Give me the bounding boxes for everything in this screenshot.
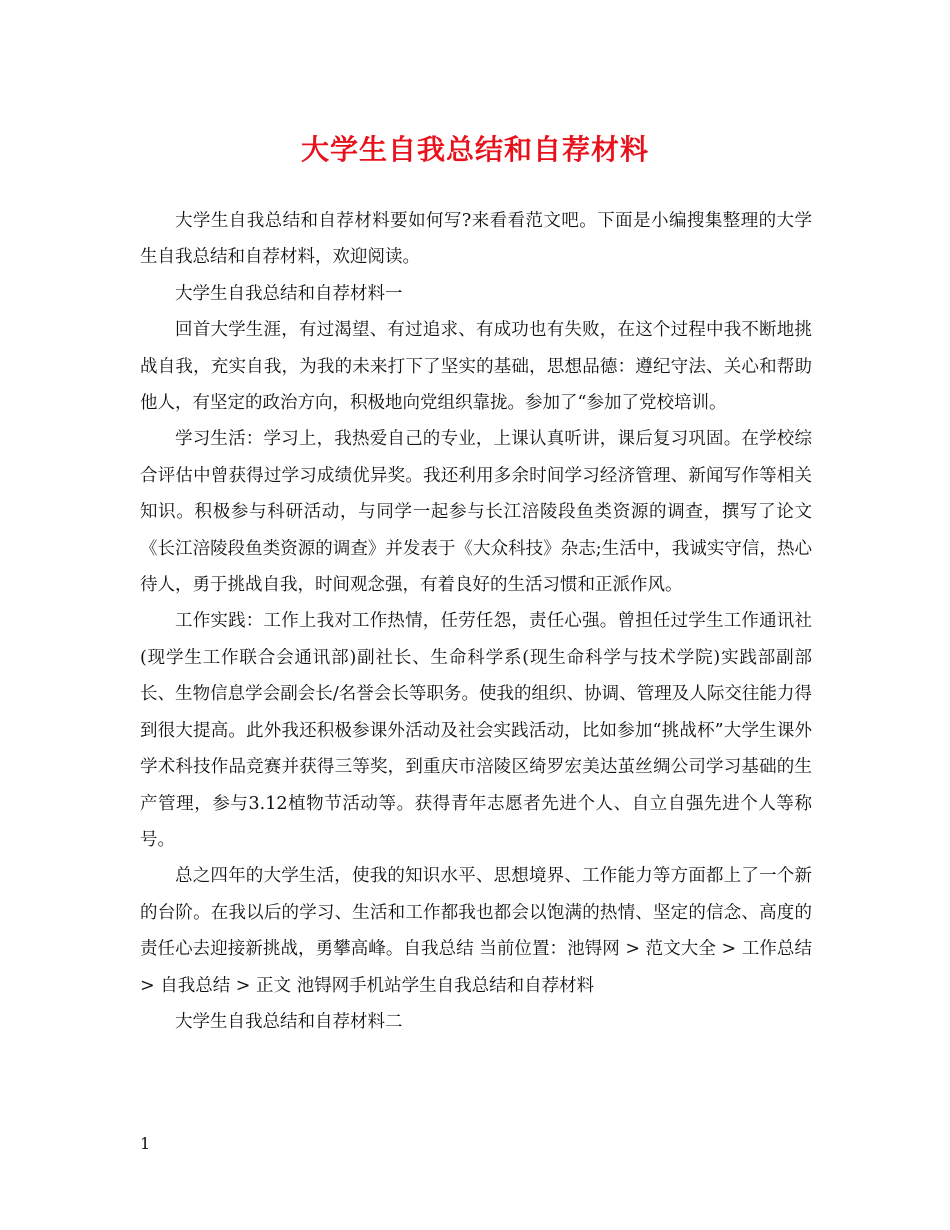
work-practice-paragraph: 工作实践：工作上我对工作热情，任劳任怨，责任心强。曾担任过学生工作通讯社(现学生工作联合会通讯部)副社长、生命科学系(现生命科学与技术学院)实践部副部长、生物信息学会副会长/名誉会长等职务。使我的组织、协调、管理及人际交往能力得到很大提高。此外我还积极参课外活动及社会实践活动，比如参加“挑战杯”大学生课外学术科技作品竞赛并获得三等奖，到重庆市涪陵区绮罗宏美达茧丝绸公司学习基础的生产管理，参与3.12植物节活动等。获得青年志愿者先进个人、自立自强先进个人等称号。 [140, 611, 812, 850]
section-heading-one: 大学生自我总结和自荐材料一 [175, 283, 403, 304]
conclusion-paragraph: 总之四年的大学生活，使我的知识水平、思想境界、工作能力等方面都上了一个新的台阶。在我以后的学习、生活和工作都我也都会以饱满的热情、坚定的信念、高度的责任心去迎接新挑战，勇攀高峰。自我总结 当前位置：池锝网 > 范文大全 > 工作总结 > 自我总结 > 正文 池锝网手机站学生自我总结和自荐材料 [140, 866, 812, 996]
page-number: 1 [140, 1134, 151, 1153]
study-life-paragraph: 学习生活：学习上，我热爱自己的专业，上课认真听讲，课后复习巩固。在学校综合评估中曾获得过学习成绩优异奖。我还利用多余时间学习经济管理、新闻写作等相关知识。积极参与科研活动，与同学一起参与长江涪陵段鱼类资源的调查，撰写了论文《长江涪陵段鱼类资源的调查》并发表于《大众科技》杂志;生活中，我诚实守信，热心待人，勇于挑战自我，时间观念强，有着良好的生活习惯和正派作风。 [140, 429, 812, 596]
document-title: 大学生自我总结和自荐材料 [300, 133, 649, 166]
intro-paragraph: 大学生自我总结和自荐材料要如何写?来看看范文吧。下面是小编搜集整理的大学生自我总结和自荐材料，欢迎阅读。 [140, 211, 812, 268]
reflection-paragraph: 回首大学生涯，有过渴望、有过追求、有成功也有失败，在这个过程中我不断地挑战自我，充实自我，为我的未来打下了坚实的基础，思想品德：遵纪守法、关心和帮助他人，有坚定的政治方向，积极地向党组织靠拢。参加了“参加了党校培训。 [140, 320, 812, 414]
document-body [140, 203, 812, 1040]
section-heading-two: 大学生自我总结和自荐材料二 [175, 1011, 403, 1032]
